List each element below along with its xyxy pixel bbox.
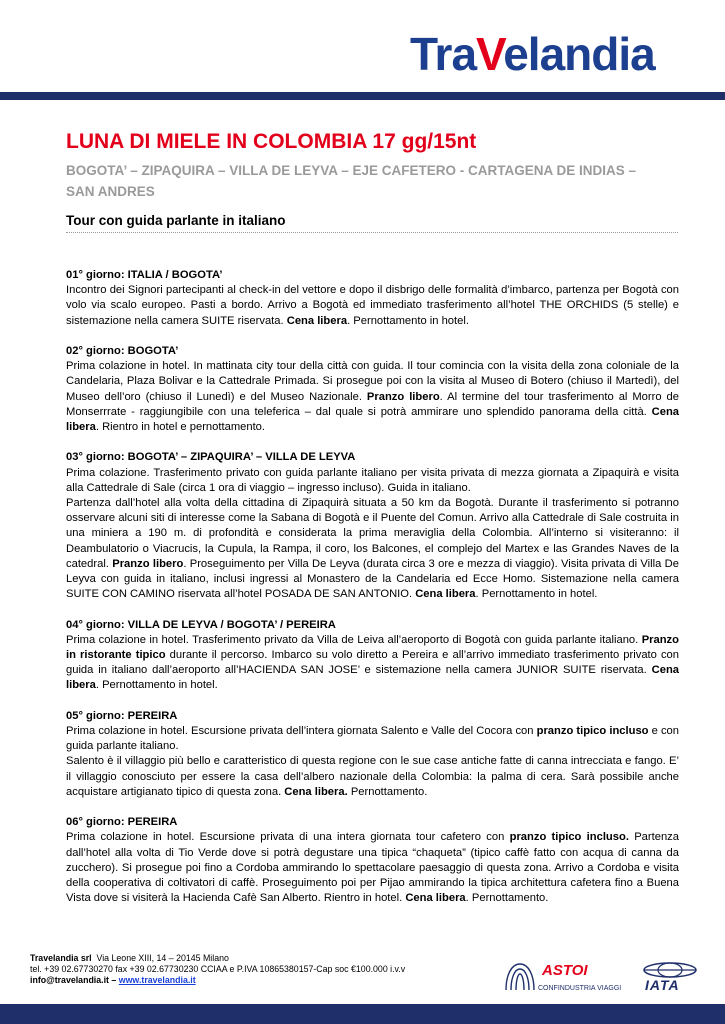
footer-email[interactable]: info@travelandia.it [30, 975, 109, 986]
itinerary-day [66, 268, 679, 329]
footer-address: Via Leone XIII, 14 – 20145 Milano [96, 953, 229, 963]
day-paragraph [66, 830, 679, 906]
bold-text: Cena libera. [284, 785, 348, 798]
text-run: Prima colazione in hotel. Trasferimento privato da Villa de Leiva all’aeroporto di Bogotà con guida parlante italiano. [66, 633, 642, 646]
footer-bar [0, 1004, 725, 1024]
confindustria-emblem-icon [502, 960, 538, 992]
header-bar [0, 92, 725, 100]
itinerary-day [66, 344, 679, 435]
bold-text: pranzo tipico incluso. [509, 831, 629, 844]
footer [30, 953, 405, 987]
logo-text-end: elandia [503, 28, 655, 80]
text-run: Incontro dei Signori partecipanti al check-in del vettore e dopo il disbrigo delle formalità d’imbarco, partenza per Bogotà con volo via scalo europeo. Pasti a bordo. Arrivo a Bogotà ed immediato trasferimento all’hotel THE ORCHIDS (5 stelle) e sistemazione nella camera SUITE riservata. [66, 284, 679, 327]
iata-logo: IATA [645, 977, 680, 993]
itinerary-day [66, 709, 679, 800]
day-paragraph [66, 754, 679, 800]
itinerary-day [66, 450, 679, 602]
text-run: Prima colazione in hotel. Escursione privata dell’intera giornata Salento e Valle del Cocora con [66, 725, 537, 738]
bold-text: Cena libera [66, 664, 679, 692]
text-run: Pernottamento. [347, 785, 428, 798]
day-title: 05° giorno: PEREIRA [66, 709, 178, 722]
day-title: 06° giorno: PEREIRA [66, 816, 178, 829]
itinerary [66, 268, 679, 922]
text-run: . Pernottamento in hotel. [347, 314, 469, 327]
page-title: LUNA DI MIELE IN COLOMBIA 17 gg/15nt [66, 130, 477, 153]
text-run: e con guida parlante italiano. [66, 725, 679, 753]
text-run: . Pernottamento in hotel. [475, 588, 598, 601]
itinerary-day [66, 815, 679, 906]
text-run: . Pernottamento. [465, 892, 549, 905]
bold-text: Cena libera [405, 892, 466, 905]
bold-text: Pranzo libero [112, 557, 184, 570]
bold-text: Cena libera [415, 588, 476, 601]
day-paragraph [66, 496, 679, 602]
iata-globe-icon [641, 960, 699, 978]
bold-text: Pranzo libero [366, 390, 440, 403]
day-paragraph [66, 466, 679, 496]
logo-text-v: V [476, 28, 504, 80]
text-run: Partenza dall’hotel alla volta della cittadina di Zipaquirà situata a 50 km da Bogotà. Durante il trasferimento si potranno osservare alcuni siti di interesse come la Sabana di Bogotà e il Puente del Comun. Arrivo alla Cattedrale di Sale costruita in una miniera a 190 m. di profondità e considerata la prima meraviglia della Colombia. All’interno si visiteranno: il Deambulatorio o Viacrucis, la Cupula, la Rampa, il coro, los Balcones, el complejo del Martex e las Grandes Naves de la catedral. [66, 497, 679, 570]
text-run: Partenza dall’hotel alla volta di Tio Verde dove si potrà degustare una tipica “chaqueta” (tipico caffè fatto con acqua di canna da zucchero). Si prosegue poi fino a Cordoba ammirando lo spettacolare paesaggio di questa zona. Arrivo a Cordoba e visita della cooperativa di coltivatori di caffè. Proseguimento poi per Pijao ammirando la tipica architettura cafetera fino a Buena Vista dove si visiterà la Hacienda Cafè San Alberto. Rientro in hotel. [66, 831, 679, 905]
footer-contacts: tel. +39 02.67730270 fax +39 02.67730230 CCIAA e P.IVA 10865380157-Cap soc €100.000 i.v.v [30, 964, 406, 975]
text-run: durante il percorso. Imbarco su volo diretto a Pereira e all’arrivo immediato trasferimento privato con guida in italiano dall’aeroporto all’HACIENDA SAN JOSE’ e sistemazione nella camera JUNIOR SUITE riservata. [66, 649, 679, 677]
bold-text: Cena libera [66, 405, 679, 434]
day-paragraph [66, 359, 679, 435]
text-run: . Pernottamento in hotel. [95, 679, 218, 692]
bold-text: Cena libera [286, 314, 348, 327]
logo-text-start: Tra [410, 28, 477, 80]
page-subtitle: BOGOTA’ – ZIPAQUIRA – VILLA DE LEYVA – EJE CAFETERO - CARTAGENA DE INDIAS – SAN ANDRES [66, 163, 637, 199]
bold-text: Pranzo in ristorante tipico [66, 633, 679, 662]
footer-website-link[interactable]: www.travelandia.it [118, 975, 196, 986]
text-run: . Proseguimento per Villa De Leyva (durata circa 3 ore e mezza di viaggio). Visita privata di Villa De Leyva con guida in italiano, inclusi ingressi al Monastero de la Candelaria ed Ecce Homo. Sistemazione nella camera SUITE CON CAMINO riservata all’hotel POSADA DE SAN ANTONIO. [66, 557, 679, 601]
day-paragraph [66, 724, 679, 754]
itinerary-day [66, 618, 679, 694]
astoi-logo: ASTOI [542, 962, 588, 979]
footer-company: Travelandia srl [30, 953, 92, 963]
day-title: 03° giorno: BOGOTA’ – ZIPAQUIRA’ – VILLA DE LEYVA [66, 451, 356, 464]
bold-text: pranzo tipico incluso [536, 725, 649, 738]
text-run: . Rientro in hotel e pernottamento. [95, 421, 266, 434]
day-paragraph [66, 283, 679, 329]
text-run: Prima colazione in hotel. In mattinata city tour della città con guida. Il tour comincia con la visita della zona coloniale de la Candelaria, Plaza Bolivar e la Cattedrale Primada. Si prosegue poi con la visita al Museo di Botero (chiuso il Martedì), del Museo dell’oro (chiuso il Lunedì) e del Museo Nazionale. [66, 360, 679, 403]
day-title: 02° giorno: BOGOTA’ [66, 345, 179, 357]
text-run: Salento è il villaggio più bello e caratteristico di questa regione con le sue case antiche fatte di canna intrecciata e fango. E’ il villaggio conosciuto per essere la casa dell’albero nazionale della Colombia: la palma di cera. Sarà possibile anche acquistare artigianato tipico di questa zona. [66, 755, 679, 798]
day-title: 01° giorno: ITALIA / BOGOTA’ [66, 269, 223, 281]
text-run: Prima colazione. Trasferimento privato con guida parlante italiano per visita privata di mezza giornata a Zipaquirà e visita alla Cattedrale di Sale (circa 1 ora di viaggio – ingresso incluso). Guida in italiano. [66, 466, 679, 494]
astoi-subtitle: CONFINDUSTRIA VIAGGI [538, 985, 622, 992]
travelandia-logo [410, 28, 655, 80]
footer-separator: – [108, 975, 119, 986]
day-paragraph [66, 633, 679, 694]
day-title: 04° giorno: VILLA DE LEYVA / BOGOTA’ / PEREIRA [66, 618, 336, 631]
text-run: . Al termine del tour trasferimento al Morro de Monserrrate - raggiungibile con una teleferica – dal quale si potrà ammirare uno splendido panorama della città. [66, 390, 679, 418]
dotted-divider [66, 232, 678, 233]
tour-info: Tour con guida parlante in italiano [66, 213, 286, 228]
text-run: Prima colazione in hotel. Escursione privata di una intera giornata tour cafetero con [66, 831, 510, 844]
